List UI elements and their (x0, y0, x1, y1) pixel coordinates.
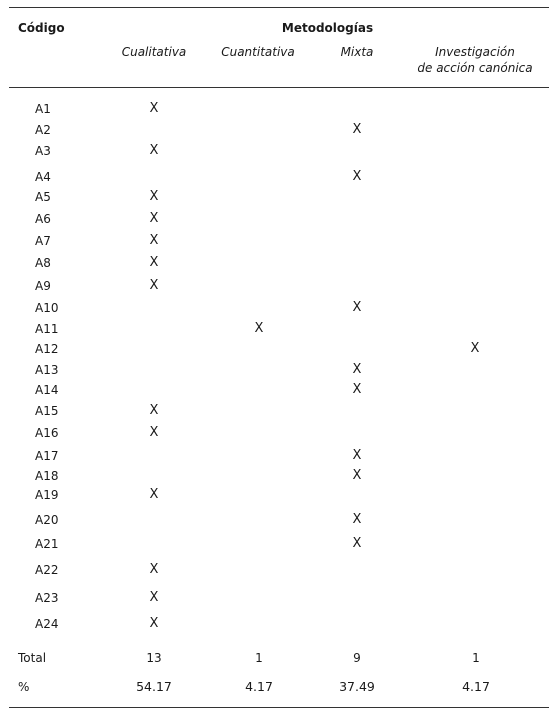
row-code: A9 (35, 279, 51, 293)
table-row (0, 278, 558, 294)
percent-investigacion: 4.17 (462, 679, 490, 694)
table-top-rule (9, 7, 549, 8)
row-code: A2 (35, 123, 51, 137)
methodology-mark: X (149, 211, 159, 226)
methodology-mark: X (254, 321, 264, 336)
table-row (0, 300, 558, 316)
table-row (0, 590, 558, 606)
table-row (0, 616, 558, 632)
methodology-mark: X (149, 616, 159, 631)
table-row (0, 382, 558, 398)
table-row (0, 448, 558, 464)
table-row (0, 169, 558, 185)
total-investigacion: 1 (472, 651, 480, 665)
table-row (0, 512, 558, 528)
methodology-mark: X (352, 300, 362, 315)
row-code: A7 (35, 234, 51, 248)
percent-cuantitativa: 4.17 (245, 679, 273, 694)
row-code: A5 (35, 190, 51, 204)
methodology-mark: X (149, 403, 159, 418)
methodology-mark: X (352, 382, 362, 397)
percent-mixta: 37.49 (339, 679, 375, 694)
table-row (0, 341, 558, 357)
table-row (0, 487, 558, 503)
table-row (0, 536, 558, 552)
subheader-cualitativa: Cualitativa (121, 45, 187, 59)
row-code: A19 (35, 488, 59, 502)
total-cuantitativa: 1 (255, 651, 263, 665)
total-label: Total (18, 651, 47, 665)
methodology-mark: X (352, 468, 362, 483)
row-code: A13 (35, 363, 59, 377)
percent-row (0, 679, 558, 695)
row-code: A15 (35, 404, 59, 418)
subheader-mixta: Mixta (340, 45, 374, 59)
row-code: A20 (35, 513, 59, 527)
row-code: A18 (35, 469, 59, 483)
table-row (0, 425, 558, 441)
methodology-mark: X (352, 122, 362, 137)
total-cualitativa: 13 (146, 651, 162, 665)
table-row (0, 403, 558, 419)
table-row (0, 122, 558, 138)
table-row (0, 233, 558, 249)
methodology-mark: X (149, 425, 159, 440)
total-row (0, 650, 558, 666)
methodology-mark: X (149, 143, 159, 158)
methodology-mark: X (352, 362, 362, 377)
methodology-mark: X (149, 487, 159, 502)
table-row (0, 143, 558, 159)
table-row (0, 468, 558, 484)
column-header-metodologias: Metodologías (281, 21, 374, 35)
methodology-mark: X (352, 512, 362, 527)
row-code: A17 (35, 449, 59, 463)
row-code: A8 (35, 256, 51, 270)
row-code: A6 (35, 212, 51, 226)
methodology-mark: X (352, 536, 362, 551)
methodology-mark: X (149, 590, 159, 605)
percent-label: % (18, 680, 30, 694)
table-row (0, 362, 558, 378)
row-code: A24 (35, 617, 59, 631)
row-code: A12 (35, 342, 59, 356)
methodology-mark: X (149, 562, 159, 577)
table-row (0, 255, 558, 271)
row-code: A14 (35, 383, 59, 397)
table-row (0, 211, 558, 227)
row-code: A11 (35, 322, 59, 336)
subheader-investigacion-line2: de acción canónica (417, 61, 533, 75)
table-bottom-rule (9, 707, 549, 708)
row-code: A23 (35, 591, 59, 605)
table-row (0, 321, 558, 337)
row-code: A1 (35, 102, 51, 116)
column-header-codigo: Código (18, 21, 65, 35)
table-row (0, 562, 558, 578)
subheader-investigacion-accion (405, 44, 545, 76)
row-code: A3 (35, 144, 51, 158)
methodology-mark: X (149, 189, 159, 204)
row-code: A10 (35, 301, 59, 315)
methodology-mark: X (149, 101, 159, 116)
percent-cualitativa: 54.17 (136, 679, 172, 694)
header-separator-rule (9, 87, 549, 88)
methodology-mark: X (149, 255, 159, 270)
methodology-mark: X (149, 278, 159, 293)
subheader-cuantitativa: Cuantitativa (221, 45, 295, 59)
row-code: A4 (35, 170, 51, 184)
table-row (0, 101, 558, 117)
methodology-mark: X (352, 448, 362, 463)
methodology-mark: X (470, 341, 480, 356)
methodology-mark: X (149, 233, 159, 248)
subheader-investigacion-line1: Investigación (435, 45, 515, 59)
methodology-mark: X (352, 169, 362, 184)
row-code: A16 (35, 426, 59, 440)
row-code: A22 (35, 563, 59, 577)
table-row (0, 189, 558, 205)
total-mixta: 9 (353, 651, 361, 665)
row-code: A21 (35, 537, 59, 551)
